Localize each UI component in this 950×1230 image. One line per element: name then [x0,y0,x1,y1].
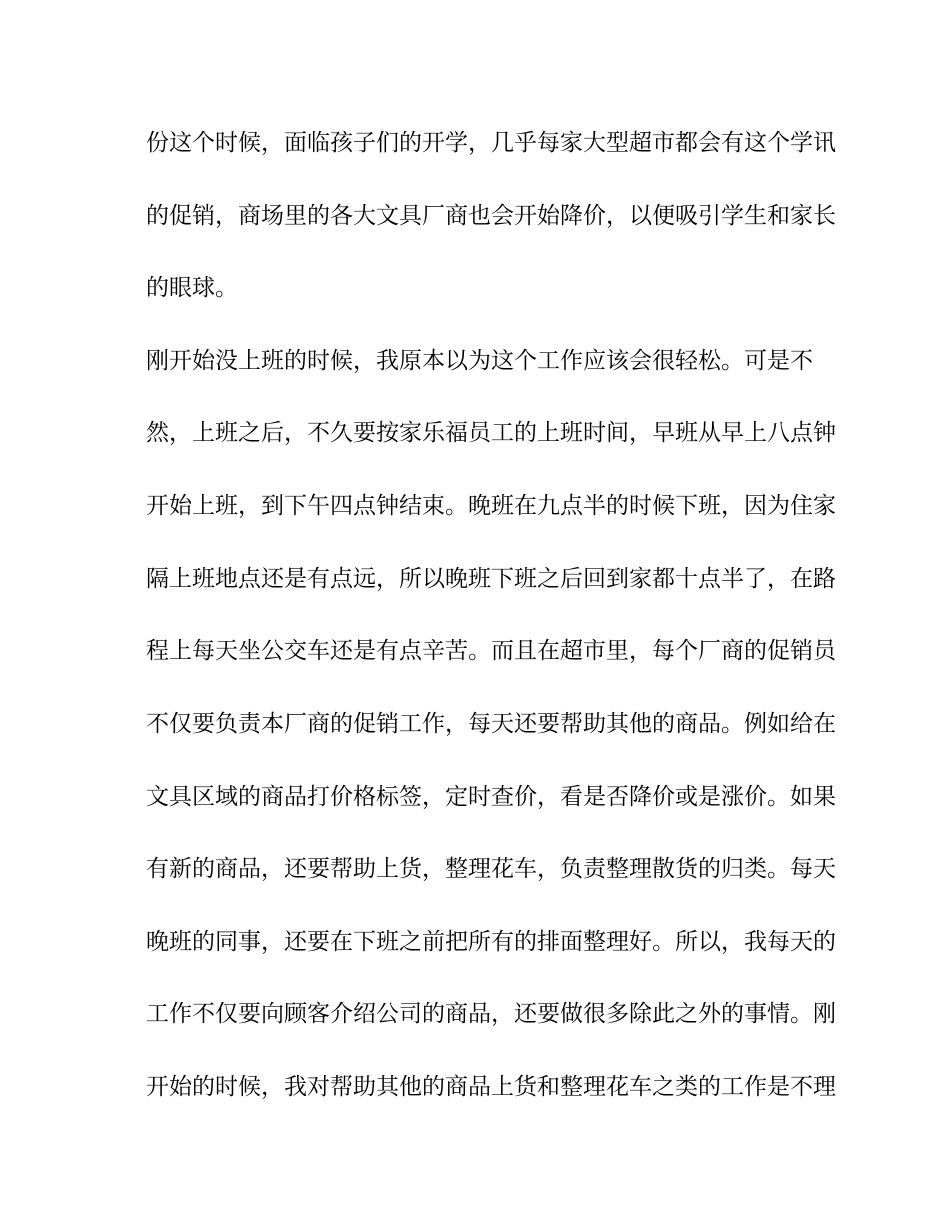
text-line: 然，上班之后，不久要按家乐福员工的上班时间，早班从早上八点钟 [146,420,836,446]
text-line: 开始的时候，我对帮助其他的商品上货和整理花车之类的工作是不理 [146,1074,836,1100]
text-line: 不仅要负责本厂商的促销工作，每天还要帮助其他的商品。例如给在 [146,711,836,737]
text-line: 的眼球。 [146,275,238,301]
text-line: 刚开始没上班的时候，我原本以为这个工作应该会很轻松。可是不 [146,348,813,374]
text-line: 程上每天坐公交车还是有点辛苦。而且在超市里，每个厂商的促销员 [146,638,836,664]
text-line: 文具区域的商品打价格标签，定时查价，看是否降价或是涨价。如果 [146,784,836,810]
text-line: 份这个时候，面临孩子们的开学，几乎每家大型超市都会有这个学讯 [146,130,836,156]
text-line: 的促销，商场里的各大文具厂商也会开始降价，以便吸引学生和家长 [146,203,836,229]
text-line: 晚班的同事，还要在下班之前把所有的排面整理好。所以，我每天的 [146,929,836,955]
text-line: 隔上班地点还是有点远，所以晚班下班之后回到家都十点半了，在路 [146,566,836,592]
text-line: 开始上班，到下午四点钟结束。晚班在九点半的时候下班，因为住家 [146,493,836,519]
text-line: 工作不仅要向顾客介绍公司的商品，还要做很多除此之外的事情。刚 [146,1001,836,1027]
text-line: 有新的商品，还要帮助上货，整理花车，负责整理散货的归类。每天 [146,856,836,882]
